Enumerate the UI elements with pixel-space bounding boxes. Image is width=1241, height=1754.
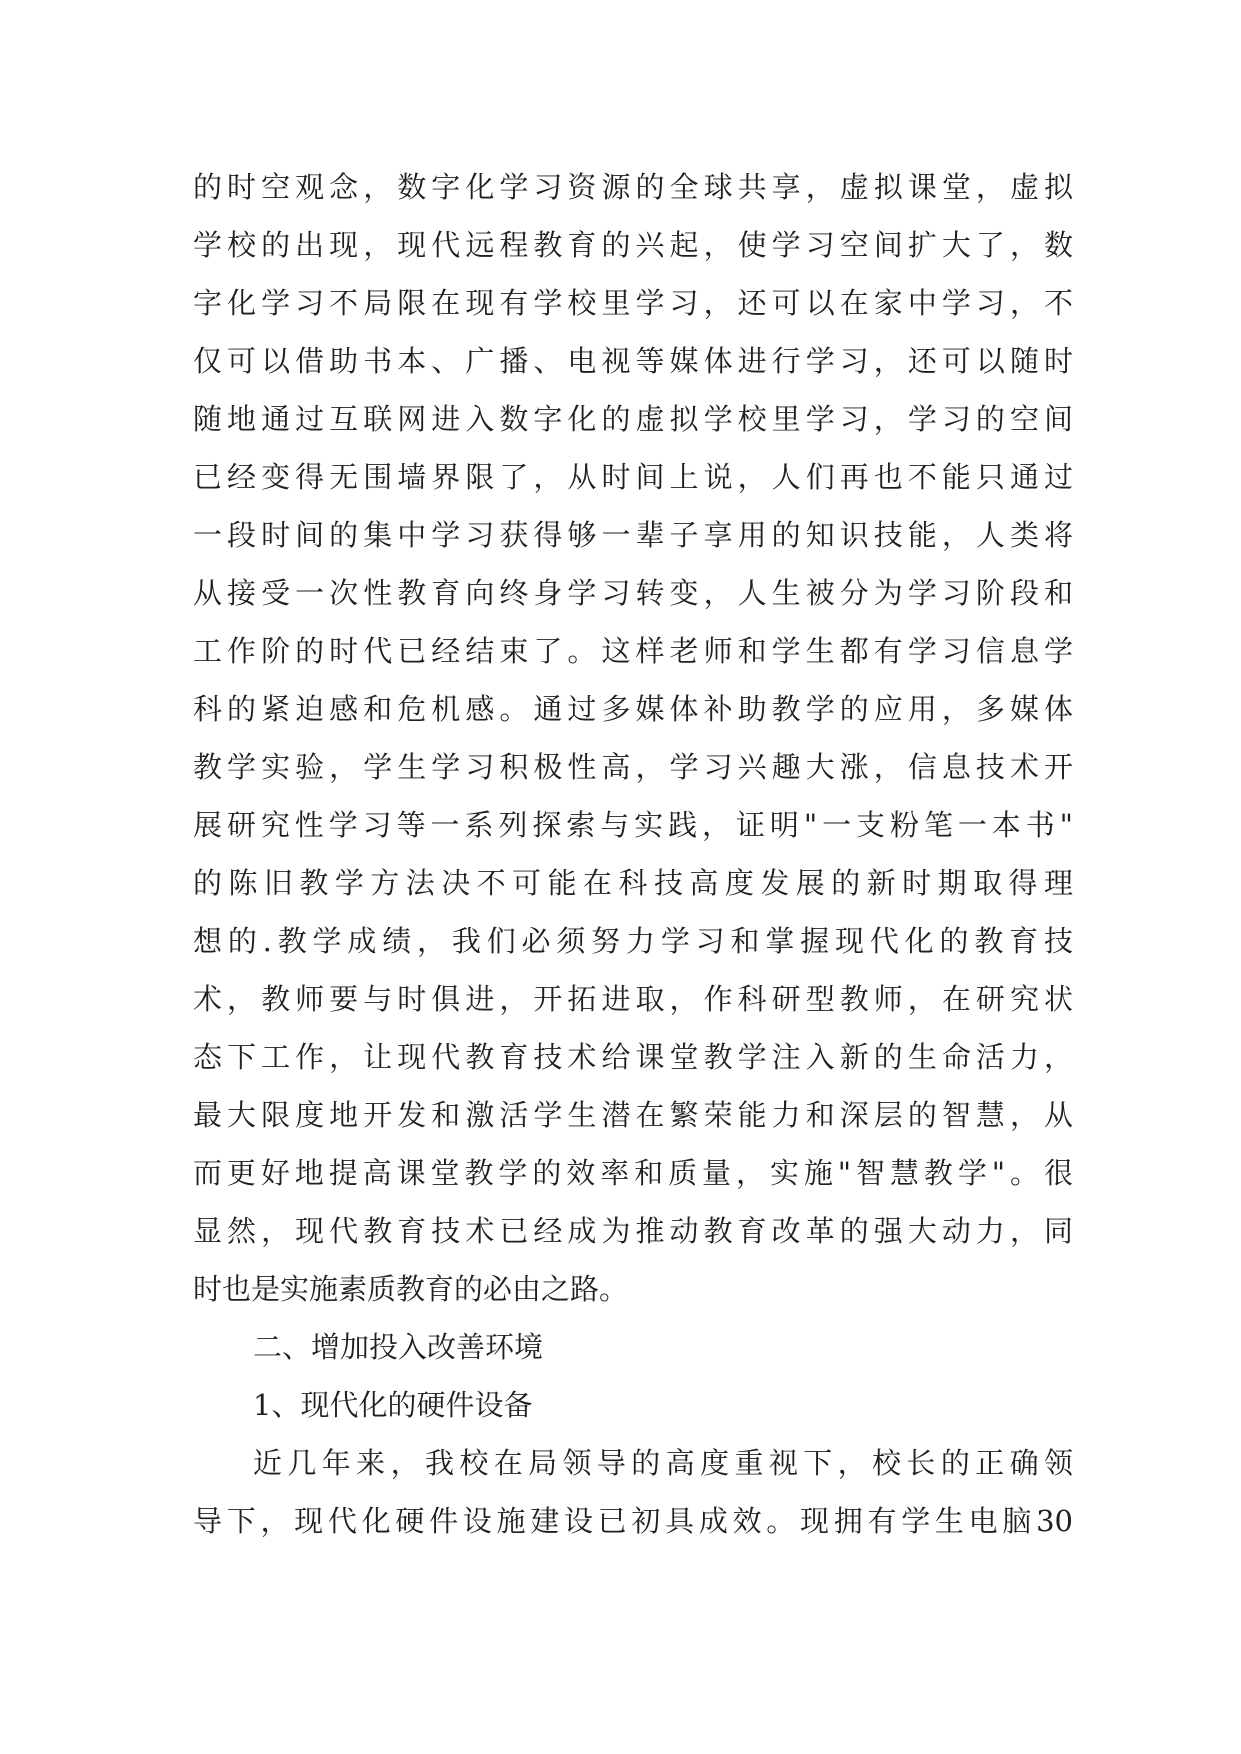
text-line: 已经变得无围墙界限了，从时间上说，人们再也不能只通过	[193, 460, 1073, 494]
text-line: 科的紧迫感和危机感。通过多媒体补助教学的应用，多媒体	[193, 692, 1073, 726]
text-line: 导下，现代化硬件设施建设已初具成效。现拥有学生电脑30	[193, 1504, 1073, 1538]
section-heading: 二、增加投入改善环境	[253, 1330, 544, 1364]
subsection-heading: 1、现代化的硬件设备	[253, 1388, 533, 1422]
text-line: 显然，现代教育技术已经成为推动教育改革的强大动力，同	[193, 1214, 1073, 1248]
text-line: 而更好地提高课堂教学的效率和质量，实施"智慧教学"。很	[193, 1156, 1073, 1190]
text-line: 学校的出现，现代远程教育的兴起，使学习空间扩大了，数	[193, 228, 1073, 262]
text-line: 最大限度地开发和激活学生潜在繁荣能力和深层的智慧，从	[193, 1098, 1073, 1132]
text-line: 随地通过互联网进入数字化的虚拟学校里学习，学习的空间	[193, 402, 1073, 436]
text-line: 字化学习不局限在现有学校里学习，还可以在家中学习，不	[193, 286, 1073, 320]
paragraph	[193, 158, 1073, 1318]
paragraph	[193, 1434, 1073, 1550]
text-line: 工作阶的时代已经结束了。这样老师和学生都有学习信息学	[193, 634, 1073, 668]
text-line: 态下工作，让现代教育技术给课堂教学注入新的生命活力，	[193, 1040, 1073, 1074]
text-line: 展研究性学习等一系列探索与实践，证明"一支粉笔一本书"	[193, 808, 1073, 842]
text-line: 近几年来，我校在局领导的高度重视下，校长的正确领	[253, 1446, 1073, 1480]
text-line: 仅可以借助书本、广播、电视等媒体进行学习，还可以随时	[193, 344, 1073, 378]
text-line: 从接受一次性教育向终身学习转变，人生被分为学习阶段和	[193, 576, 1073, 610]
text-line: 时也是实施素质教育的必由之路。	[193, 1272, 629, 1306]
document-body	[193, 158, 1073, 1550]
text-line: 教学实验，学生学习积极性高，学习兴趣大涨，信息技术开	[193, 750, 1073, 784]
text-line: 术，教师要与时俱进，开拓进取，作科研型教师，在研究状	[193, 982, 1073, 1016]
text-line: 的时空观念，数字化学习资源的全球共享，虚拟课堂，虚拟	[193, 170, 1073, 204]
text-line: 一段时间的集中学习获得够一辈子享用的知识技能，人类将	[193, 518, 1073, 552]
text-line: 想的.教学成绩，我们必须努力学习和掌握现代化的教育技	[193, 924, 1073, 958]
text-line: 的陈旧教学方法决不可能在科技高度发展的新时期取得理	[193, 866, 1073, 900]
